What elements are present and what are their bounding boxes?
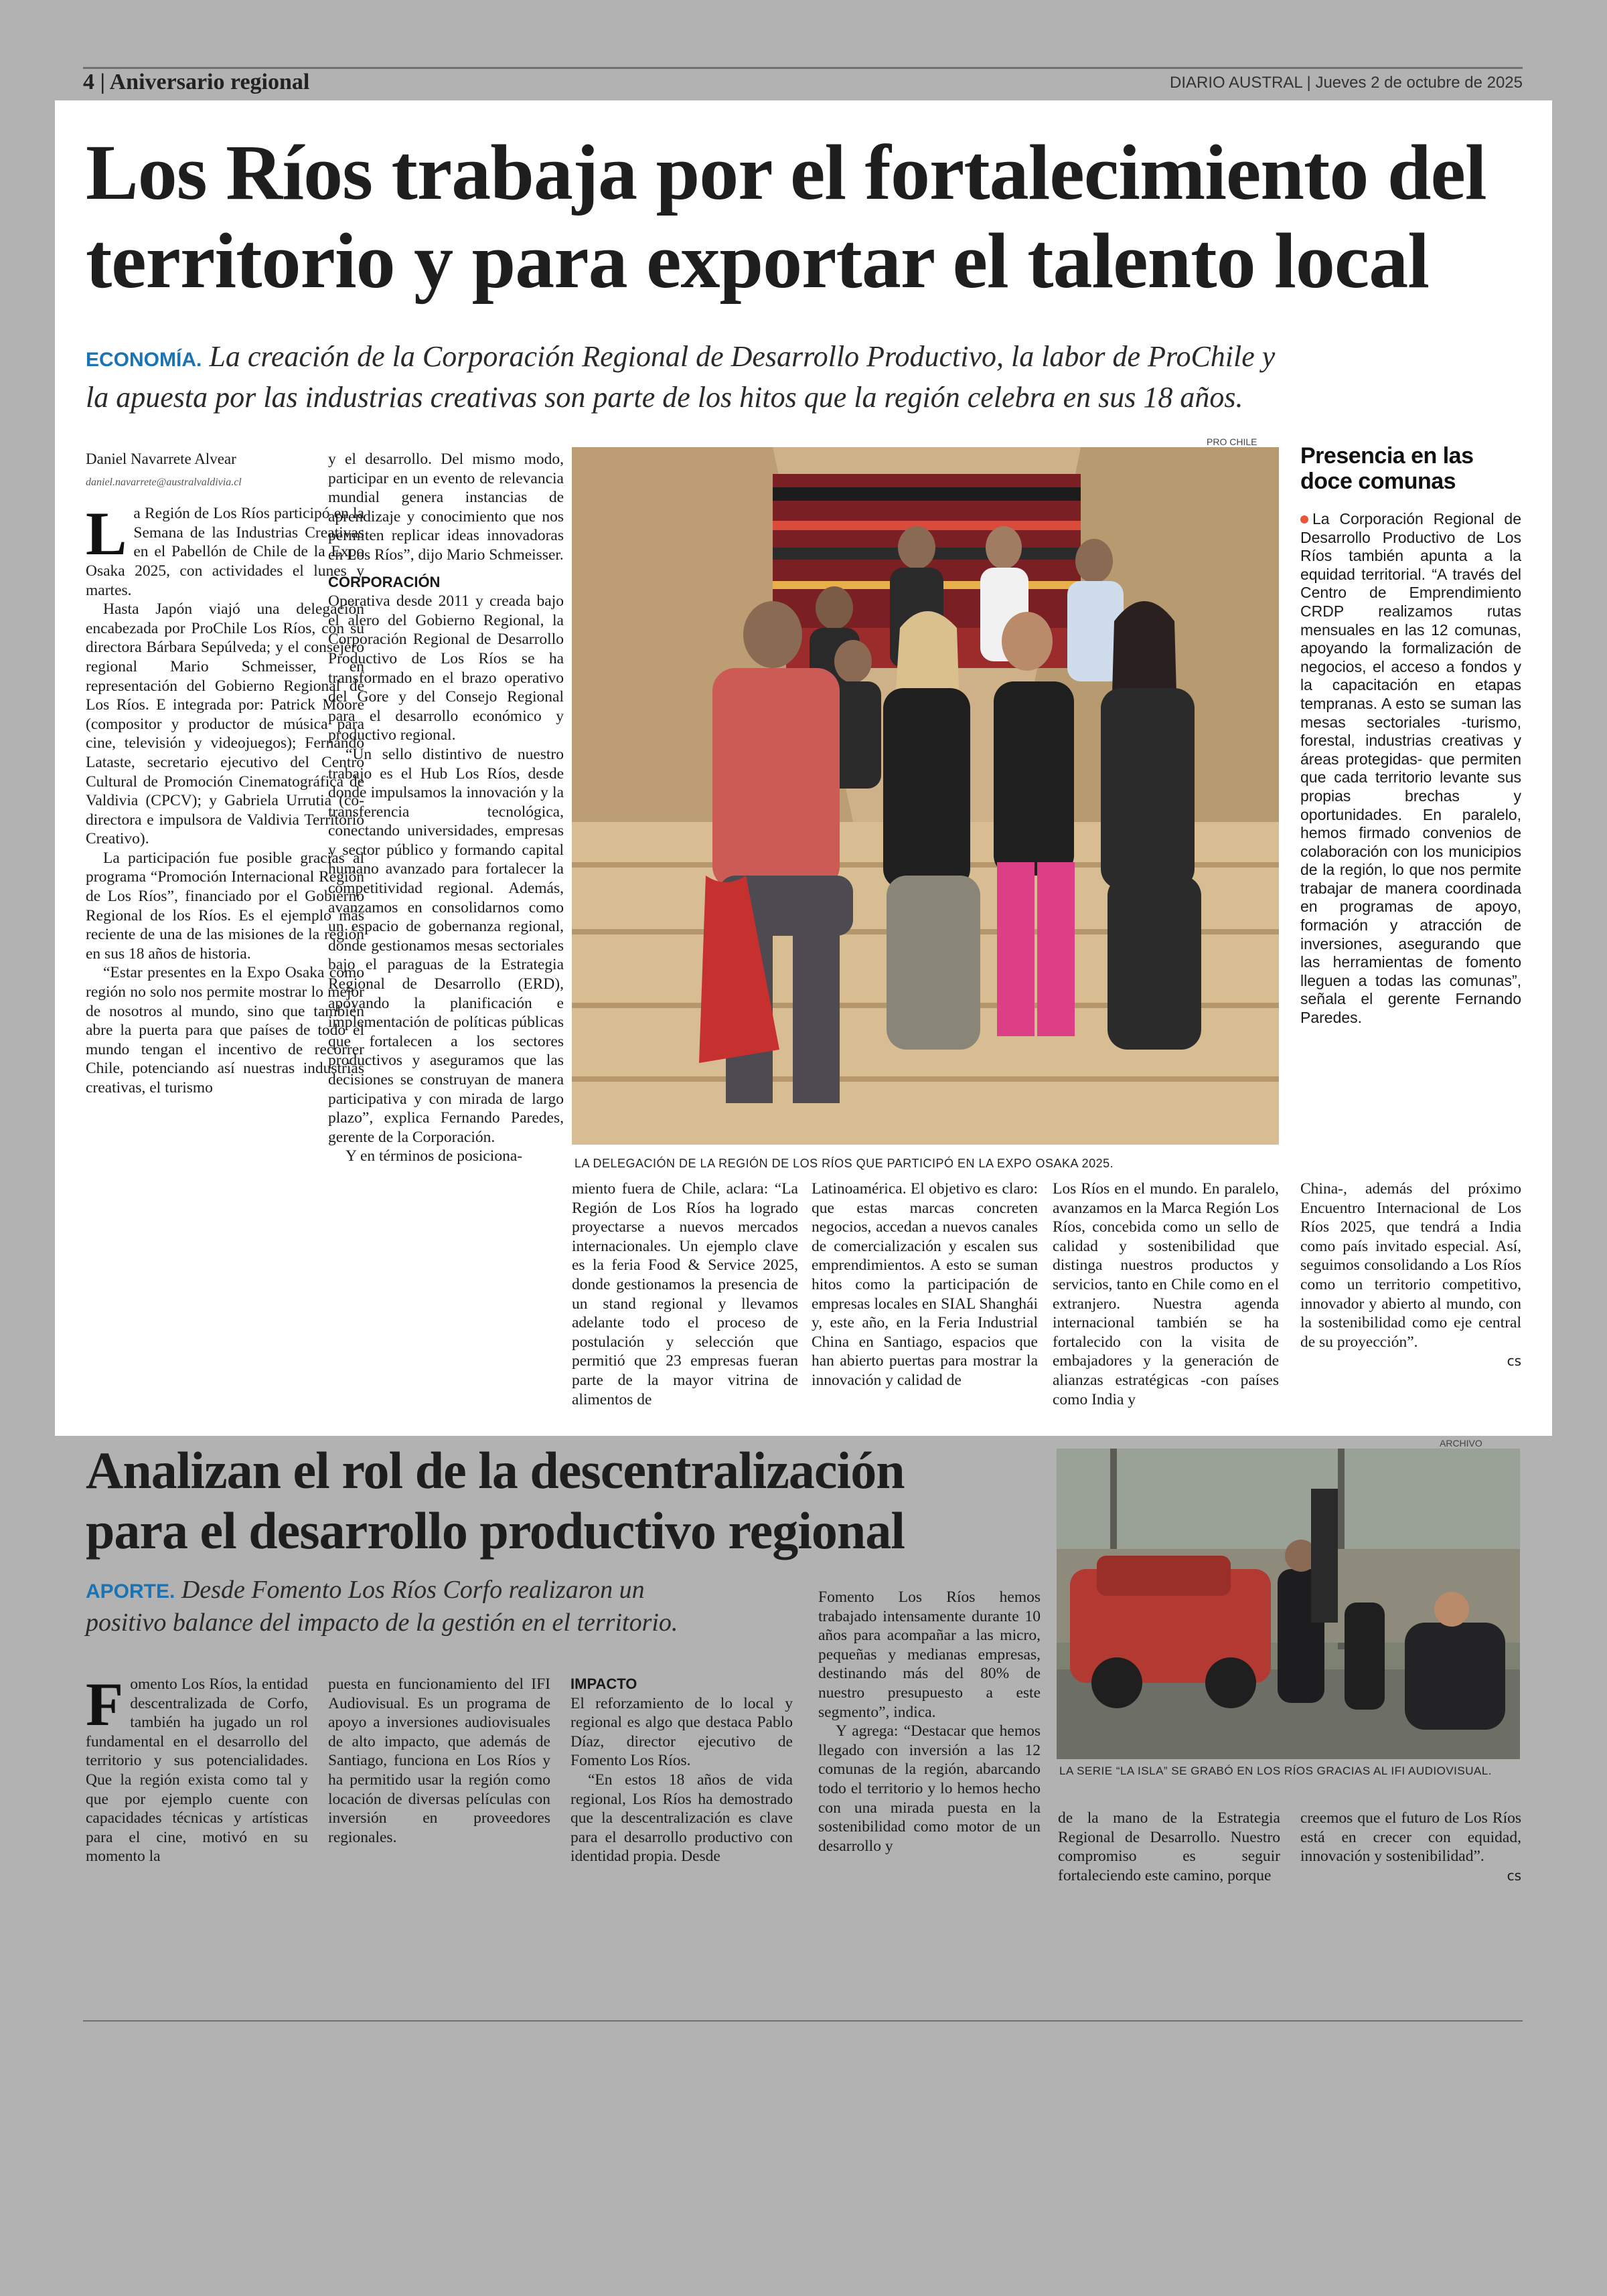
headline-line-1: Analizan el rol de la descentralización <box>86 1441 905 1499</box>
deck-line-2: positivo balance del impacto de la gestión en el territorio. <box>86 1609 678 1637</box>
article1-column-1 <box>86 450 364 1098</box>
paragraph: “En estos 18 años de vida regional, Los Ríos ha demostrado que la descentralización es clave para el desarrollo productivo con identidad propia. Desde <box>570 1771 793 1866</box>
article1-column-5 <box>1053 1179 1279 1409</box>
paragraph: Y en términos de posiciona- <box>346 1147 523 1165</box>
dropcap: F <box>86 1670 124 1738</box>
photo-caption: LA SERIE “LA ISLA” SE GRABÓ EN LOS RÍOS GRACIAS AL IFI AUDIOVISUAL. <box>1059 1765 1493 1777</box>
headline-line-2: para el desarrollo productivo regional <box>86 1501 905 1560</box>
sidebar-text: La Corporación Regional de Desarrollo Productivo de Los Ríos también apunta a la equidad territorial. “A través del Centro de Emprendimiento CRDP realizamos rutas mensuales en las 12 comunas, apoyando la formalización de negocios, el acceso a fondos y la capacitación en etapas tempranas. A esto se suman las mesas sectoriales -turismo, forestal, industrias creativas y áreas protegidas- que permiten que cada territorio levante sus propias brechas y oportunidades. En paralelo, hemos firmado convenios de colaboración con los municipios de la región, lo que nos permite trabajar de manera coordinada en programas de apoyo, formación y atracción de inversiones, asegurando que las herramientas de fomento lleguen a todas las comunas”, señala el gerente Fernando Paredes. <box>1300 510 1521 1027</box>
paragraph: “Un sello distintivo de nuestro trabajo es el Hub Los Ríos, desde donde impulsamos la innovación y la transferencia tecnológica, conectando universidades, empresas y sector público y formando capital humano avanzado para fortalecer la competitividad regional. Además, avanzamos en consolidarnos como un espacio de gobernanza regional, donde gestionamos mesas sectoriales bajo el paraguas de la Estrategia Regional de Desarrollo (ERD), apoyando la planificación e implementación de políticas públicas que fortalecen a los sectores productivos y aseguramos que las decisiones se construyan de manera participativa y con mirada de largo plazo”, explica Fernando Paredes, gerente de la Corporación. <box>328 745 564 1146</box>
paragraph: Fomento Los Ríos hemos trabajado intensamente durante 10 años para acompañar a las micro, pequeñas y medianas empresas, destinando más del 80% de nuestro presupuesto a este segmento”, indica. <box>818 1588 1041 1721</box>
sidebar-title: Presencia en las doce comunas <box>1300 443 1474 494</box>
article2-column-5 <box>1058 1809 1280 1885</box>
bottom-rule <box>83 2020 1523 2022</box>
paragraph: La Región de Los Ríos participó en la Semana de las Industrias Creativas en el Pabellón de Chile de la Expo Osaka 2025, con actividades el lunes y martes. <box>86 499 364 599</box>
end-mark: cs <box>1507 1353 1521 1370</box>
delegation-photo-illustration <box>572 447 1279 1145</box>
headline-line-2: territorio y para exportar el talento local <box>86 217 1430 305</box>
paragraph: puesta en funcionamiento del IFI Audiovisual. Es un programa de apoyo a inversiones audiovisuales de alto impacto, que además de Santiago, funciona en Los Ríos y ha permitido usar la región como locación de diversas películas con inversión en proveedores regionales. <box>328 1675 550 1846</box>
article1-deck <box>86 338 1545 416</box>
paragraph: Operativa desde 2011 y creada bajo el alero del Gobierno Regional, la Corporación Regional de Desarrollo Productivo de Los Ríos se ha transformado en el brazo operativo del Gore y del Consejo Regional para el desarrollo económico y productivo regional. <box>328 592 564 744</box>
article-main <box>55 100 1552 1436</box>
photo-caption: LA DELEGACIÓN DE LA REGIÓN DE LOS RÍOS QUE PARTICIPÓ EN LA EXPO OSAKA 2025. <box>575 1157 1114 1170</box>
paragraph: creemos que el futuro de Los Ríos está en crecer con equidad, innovación y sostenibilidad”. <box>1300 1809 1521 1866</box>
author-byline: Daniel Navarrete Alvear <box>86 450 236 467</box>
series-photo-illustration <box>1057 1449 1520 1759</box>
kicker-economia: ECONOMÍA. <box>86 349 202 371</box>
deck-line-1: La creación de la Corporación Regional de Desarrollo Productivo, la labor de ProChile y <box>209 340 1276 373</box>
end-mark: cs <box>1507 1867 1521 1884</box>
bullet-icon <box>1300 515 1308 523</box>
article1-column-4 <box>812 1179 1038 1390</box>
paragraph: “Estar presentes en la Expo Osaka como región no solo nos permite mostrar lo mejor de nosotros al mundo, sino que también abre la puerta para que países de todo el mundo tengan el incentivo de recorrer Chile, potenciando así nuestras industrias creativas, el turismo <box>86 964 364 1096</box>
series-photo <box>1057 1449 1520 1759</box>
paragraph: miento fuera de Chile, aclara: “La Región de Los Ríos ha logrado proyectarse a nuevos mercados internacionales. Un ejemplo clave es la feria Food & Service 2025, donde gestionamos la presencia de un stand regional y llevamos adelante todo el proceso de postulación y selección que permitió que 23 empresas fueran parte de la mayor vitrina de alimentos de <box>572 1180 798 1408</box>
masthead: DIARIO AUSTRAL | Jueves 2 de octubre de 2025 <box>1170 74 1523 92</box>
paragraph: El reforzamiento de lo local y regional es algo que destaca Pablo Díaz, director ejecutivo de Fomento Los Ríos. <box>570 1694 793 1770</box>
article1-column-3 <box>572 1179 798 1409</box>
article2-column-1 <box>86 1670 308 1866</box>
delegation-photo <box>572 447 1279 1145</box>
newspaper-name: DIARIO AUSTRAL <box>1170 74 1302 92</box>
headline-line-1: Los Ríos trabaja por el fortalecimiento del <box>86 129 1486 216</box>
photo-credit: PRO CHILE <box>1207 436 1257 447</box>
top-rule <box>83 67 1523 69</box>
paragraph: China-, además del próximo Encuentro Internacional de Los Ríos 2025, que tendrá a India como país invitado especial. Así, seguimos consolidando a Los Ríos como un territorio competitivo, innovador y abierto al mundo, con la sostenibilidad como eje central de su proyección”. <box>1300 1180 1521 1351</box>
dropcap: L <box>86 499 127 568</box>
article1-column-2-content <box>328 450 564 1166</box>
author-email: daniel.navarrete@australvaldivia.cl <box>86 476 242 488</box>
subhead-corporacion: CORPORACIÓN <box>328 573 441 590</box>
paragraph: Los Ríos en el mundo. En paralelo, avanzamos en la Marca Región Los Ríos, concebida como un sello de calidad y sostenibilidad que distinga nuestros productos y servicios, tanto en Chile como en el extranjero. Nuestra agenda internacional también se ha fortalecido con la visita de embajadores y la generación de alianzas estratégicas -con países como India y <box>1053 1180 1279 1408</box>
paragraph: Latinoamérica. El objetivo es claro: que estas marcas concreten negocios, accedan a nuevos canales de comercialización y escalen sus emprendimientos. A esto se suman hitos como la participación de empresas locales en SIAL Shanghái y, este año, en la Feria Industrial China en Santiago, espacios que han abierto puertas para mostrar la innovación y calidad de <box>812 1180 1038 1389</box>
paragraph: de la mano de la Estrategia Regional de Desarrollo. Nuestro compromiso es seguir fortaleciendo este camino, porque <box>1058 1809 1280 1884</box>
page-number: 4 <box>83 70 94 94</box>
issue-date: Jueves 2 de octubre de 2025 <box>1315 74 1523 92</box>
paragraph: Hasta Japón viajó una delegación encabezada por ProChile Los Ríos, con su directora Bárbara Sepúlveda; y el consejero regional Mario Schmeisser, en representación del Gobierno Regional de Los Ríos. E integrada por: Patrick Moore (compositor y productor de música para cine, televisión y videojuegos); Fernando Lataste, secretario ejecutivo del Centro Cultural de Promoción Cinematográfica de Valdivia (CPCV); y Gabriela Urrutia (co-directora e impulsora de Valdivia Territorio Creativo). <box>86 600 364 848</box>
article2-column-4 <box>818 1588 1041 1856</box>
article2-column-3 <box>570 1675 793 1866</box>
photo-credit: ARCHIVO <box>1440 1438 1482 1449</box>
section-name: Aniversario regional <box>109 70 310 94</box>
paragraph: La participación fue posible gracias al programa “Promoción Internacional Región de Los Ríos”, financiado por el Gobierno Regional de los Ríos. Es el ejemplo más reciente de una de las misiones de la región en sus 18 años de historia. <box>86 849 364 963</box>
kicker-aporte: APORTE. <box>86 1580 175 1603</box>
article1-column-6 <box>1300 1179 1521 1371</box>
paragraph: Fomento Los Ríos, la entidad descentralizada de Corfo, también ha jugado un rol fundamental en el desarrollo del territorio y sus potencialidades. Que la región exista como tal y que por ejemplo cuente con capacidades técnicas y artísticas para el cine, motivó en su momento la <box>86 1670 308 1866</box>
paragraph: Y agrega: “Destacar que hemos llegado con inversión a las 12 comunas de la región, abarcando todo el territorio y lo hemos hecho con una mirada puesta en la sostenibilidad como motor de un desarrollo y <box>818 1722 1041 1855</box>
subhead-impacto: IMPACTO <box>570 1675 637 1692</box>
article1-headline <box>86 129 1532 305</box>
article2-headline <box>86 1441 1063 1561</box>
deck-line-2: la apuesta por las industrias creativas son parte de los hitos que la región celebra en sus 18 años. <box>86 381 1243 414</box>
article2-column-6 <box>1300 1809 1521 1885</box>
deck-line-1: Desde Fomento Los Ríos Corfo realizaron un <box>181 1576 645 1604</box>
paragraph: y el desarrollo. Del mismo modo, participar en un evento de relevancia mundial genera instancias de aprendizaje y conocimiento que nos permiten replicar ideas innovadoras en Los Ríos”, dijo Mario Schmeisser. <box>328 450 564 564</box>
article2-column-2 <box>328 1675 550 1847</box>
page-folio: 4 | Aniversario regional <box>83 70 310 94</box>
